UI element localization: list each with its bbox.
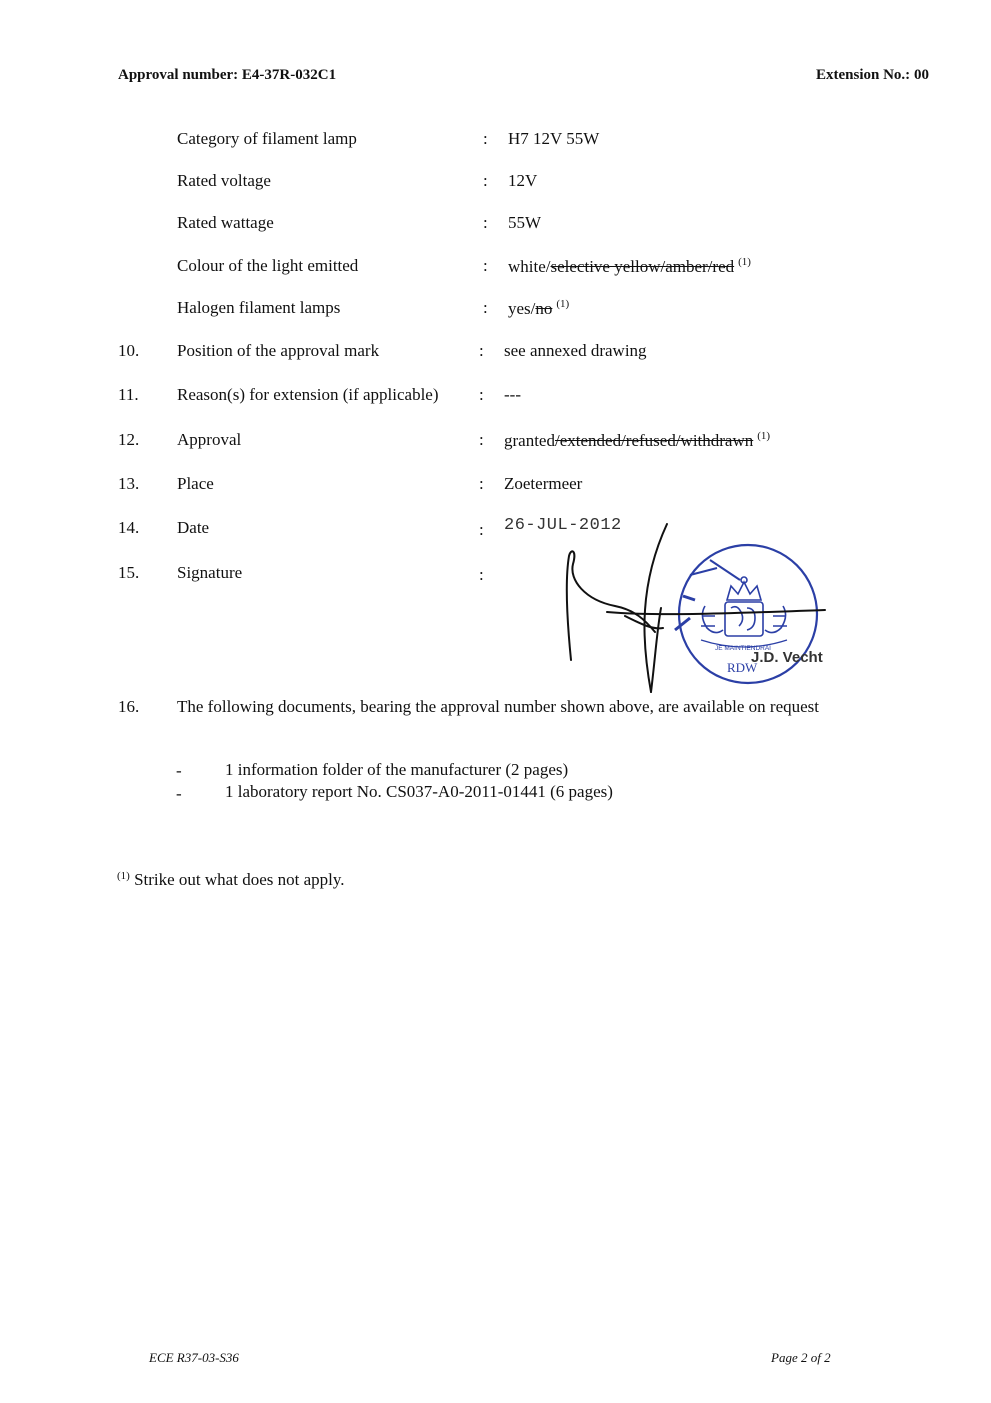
approval-selected: granted	[504, 431, 555, 450]
footer-regulation: ECE R37-03-S36	[149, 1350, 239, 1365]
stamp-motto: JE MAINTIENDRAI	[715, 645, 771, 652]
extension-number	[816, 67, 929, 84]
light-colour-struck: selective yellow/amber/red	[550, 257, 735, 276]
colon: :	[483, 298, 488, 317]
colon: :	[483, 213, 488, 232]
extension-value: 00	[913, 67, 929, 83]
footnote-ref: (1)	[738, 256, 751, 268]
coat-of-arms-icon	[701, 577, 787, 636]
colon: :	[483, 129, 488, 148]
extension-reason-label: Reason(s) for extension (if applicable)	[177, 385, 439, 404]
date-stamp-value: 26-JUL-2012	[504, 516, 622, 535]
approval-number: Approval number: E4-37R-032C1	[118, 67, 337, 83]
halogen-value	[508, 298, 569, 319]
footnote-text: Strike out what does not apply.	[134, 870, 345, 889]
bullet: -	[176, 761, 182, 780]
item-number: 12.	[118, 430, 140, 449]
item-number: 13.	[118, 474, 140, 493]
rated-voltage-label: Rated voltage	[177, 171, 271, 190]
approval-label: Approval	[177, 430, 242, 449]
item-number: 16.	[118, 697, 140, 716]
signature-label: Signature	[177, 563, 243, 582]
bullet: -	[176, 784, 182, 803]
item-number: 14.	[118, 518, 140, 537]
light-colour-selected: white/	[508, 257, 551, 276]
approval-struck: /extended/refused/withdrawn	[554, 431, 754, 450]
colon: :	[483, 171, 488, 190]
signature-stamp	[555, 520, 845, 700]
colon: :	[479, 474, 484, 493]
place-label: Place	[177, 474, 214, 493]
footnote-ref: (1)	[757, 430, 771, 442]
light-colour-value	[508, 256, 751, 277]
date-label: Date	[177, 518, 210, 537]
colon: :	[479, 385, 484, 404]
footnote	[117, 870, 345, 890]
footnote-ref: (1)	[556, 298, 570, 310]
stamp-org: RDW	[727, 660, 758, 675]
halogen-label: Halogen filament lamps	[177, 298, 341, 317]
halogen-selected: yes/	[508, 299, 536, 318]
handwritten-signature	[567, 524, 825, 692]
extension-label: Extension No.:	[816, 67, 911, 83]
approval-mark-label: Position of the approval mark	[177, 341, 380, 360]
item-number: 11.	[118, 385, 139, 404]
document-item: 1 information folder of the manufacturer (2 pages)	[225, 760, 569, 779]
document-item: 1 laboratory report No. CS037-A0-2011-01441 (6 pages)	[225, 782, 613, 801]
halogen-struck: no	[535, 299, 553, 318]
colon: :	[483, 256, 488, 275]
lamp-category-value: H7 12V 55W	[508, 129, 600, 148]
footer-page-number: Page 2 of 2	[771, 1350, 831, 1365]
approval-mark-value: see annexed drawing	[504, 341, 647, 360]
rated-wattage-value: 55W	[508, 213, 542, 232]
place-value: Zoetermeer	[504, 474, 583, 493]
lamp-category-label: Category of filament lamp	[177, 129, 357, 148]
extension-reason-value: ---	[504, 385, 521, 404]
colon: :	[479, 341, 484, 360]
rated-voltage-value: 12V	[508, 171, 538, 190]
documents-intro: The following documents, bearing the approval number shown above, are available on request	[177, 697, 820, 716]
item-number: 10.	[118, 341, 140, 360]
signer-name: J.D. Vecht	[751, 649, 823, 666]
colon: :	[479, 565, 484, 584]
light-colour-label: Colour of the light emitted	[177, 256, 359, 275]
footnote-mark: (1)	[117, 870, 130, 882]
colon: :	[479, 430, 484, 449]
item-number: 15.	[118, 563, 140, 582]
colon: :	[479, 520, 484, 539]
approval-value	[504, 430, 770, 451]
rated-wattage-label: Rated wattage	[177, 213, 274, 232]
